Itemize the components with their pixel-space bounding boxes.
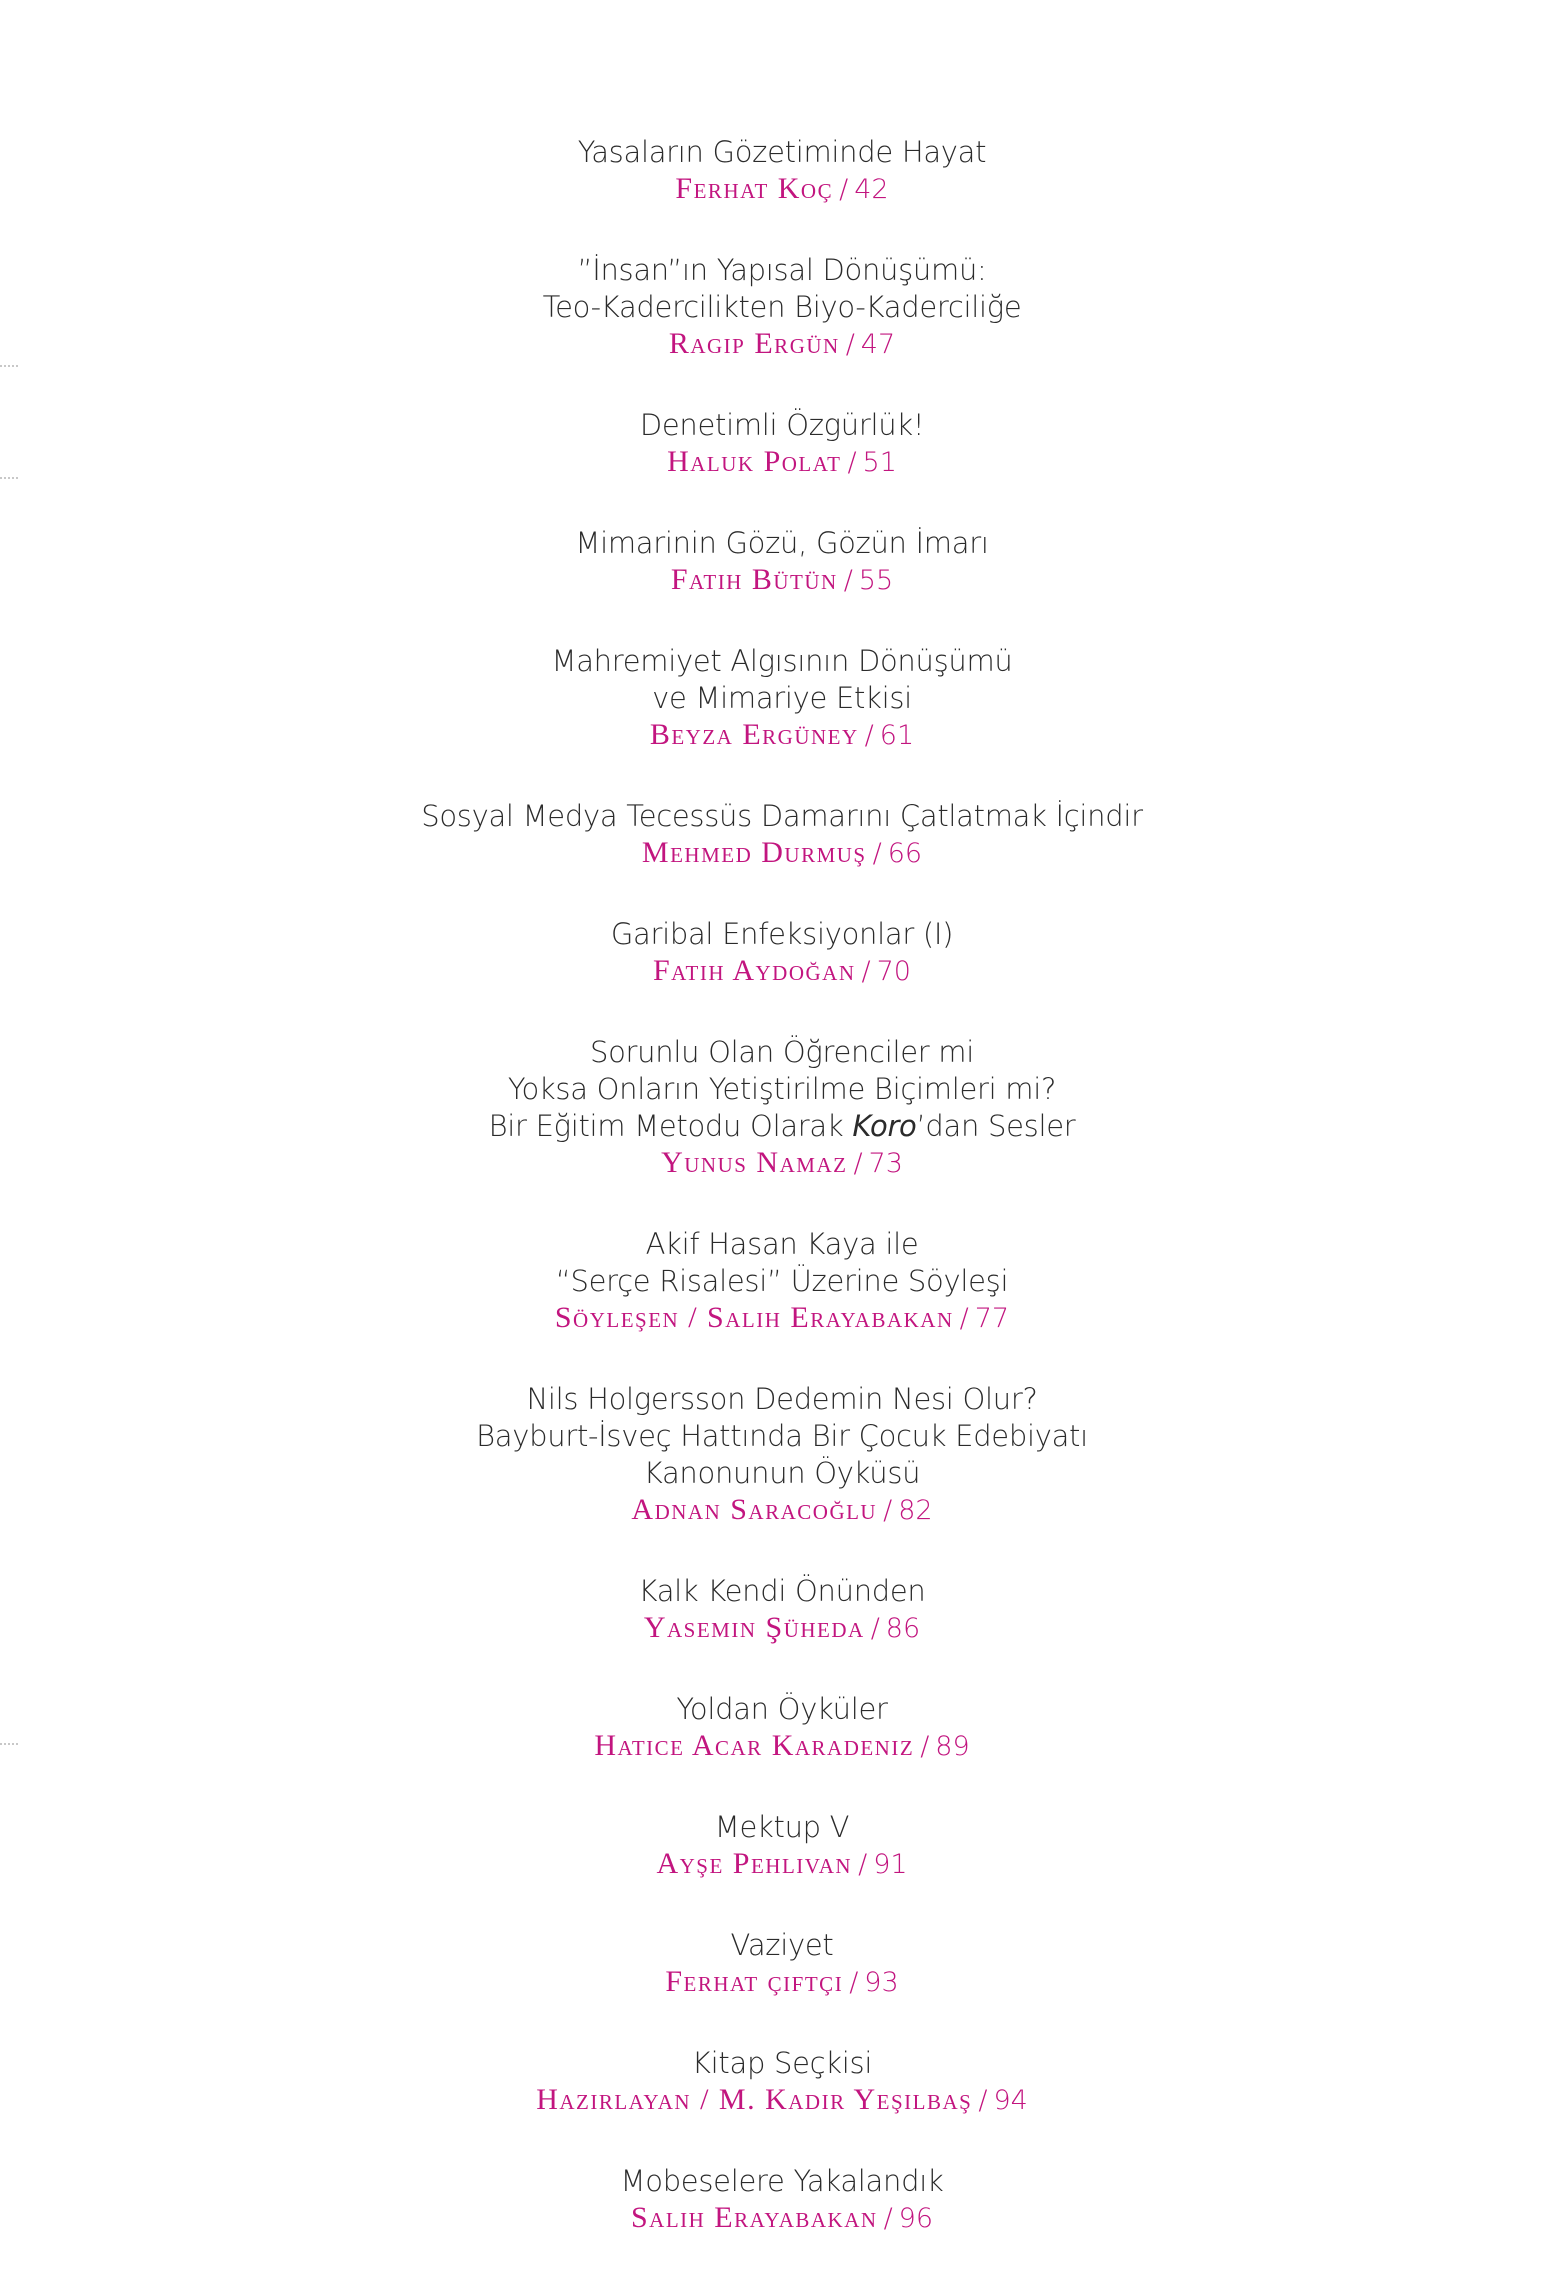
page-separator: / <box>839 174 849 205</box>
entry-title: ve Mimariye Etkisi <box>652 681 912 715</box>
entry-byline <box>0 1964 1564 2005</box>
entry-title: Garibal Enfeksiyonlar (I) <box>610 917 954 951</box>
entry-author: Fatih Bütün <box>670 563 838 596</box>
list-item[interactable] <box>0 916 1564 994</box>
entry-author: Hazırlayan / M. Kadir Yeşilbaş <box>536 2083 973 2116</box>
page-number: 96 <box>898 2203 934 2234</box>
page-separator: / <box>847 447 857 478</box>
list-item[interactable] <box>0 1927 1564 2005</box>
entry-title: Teo-Kadercilikten Biyo-Kaderciliğe <box>542 290 1022 324</box>
list-item[interactable] <box>0 1381 1564 1533</box>
page-separator: / <box>959 1303 969 1334</box>
page-separator: / <box>858 1849 868 1880</box>
list-item[interactable] <box>0 134 1564 212</box>
page-separator: / <box>864 720 874 751</box>
page-separator: / <box>883 1495 893 1526</box>
entry-title: Vaziyet <box>730 1928 834 1962</box>
entry-title: Yoldan Öyküler <box>676 1692 888 1726</box>
entry-title: Denetimli Özgürlük! <box>639 408 925 442</box>
entry-title: ”İnsan”ın Yapısal Dönüşümü: <box>577 253 987 287</box>
list-item[interactable] <box>0 252 1564 367</box>
entry-title: Kalk Kendi Önünden <box>638 1574 926 1608</box>
page-number: 61 <box>879 720 915 751</box>
entry-byline <box>0 444 1564 485</box>
page-separator: / <box>843 565 853 596</box>
contents-list <box>0 134 1564 2281</box>
list-item[interactable] <box>0 1226 1564 1341</box>
entry-byline <box>0 1610 1564 1651</box>
entry-title: Akif Hasan Kaya ile <box>645 1227 919 1261</box>
entry-author: Ferhat Koç <box>675 172 834 205</box>
entry-byline <box>0 1492 1564 1533</box>
list-item[interactable] <box>0 643 1564 758</box>
entry-byline <box>0 1728 1564 1769</box>
entry-byline <box>0 835 1564 876</box>
entry-title: Mobeselere Yakalandık <box>620 2164 944 2198</box>
list-item[interactable] <box>0 407 1564 485</box>
entry-title: Mektup V <box>714 1810 850 1844</box>
entry-title: Yoksa Onların Yetiştirilme Biçimleri mi? <box>507 1072 1057 1106</box>
page-separator: / <box>861 956 871 987</box>
page-number: 91 <box>873 1849 908 1880</box>
entry-title: Kanonunun Öyküsü <box>643 1456 921 1490</box>
page-separator: / <box>920 1731 930 1762</box>
entry-author: Ayşe Pehlivan <box>656 1847 853 1880</box>
page-number: 89 <box>935 1731 970 1762</box>
title-text: Bir Eğitim Metodu Olarak <box>488 1109 853 1143</box>
entry-byline <box>0 1846 1564 1887</box>
page-number: 86 <box>885 1613 921 1644</box>
page-number: 55 <box>858 565 894 596</box>
entry-author: Söyleşen / Salih Erayabakan <box>554 1301 954 1334</box>
entry-author: Haluk Polat <box>667 445 842 478</box>
page-separator: / <box>872 838 882 869</box>
entry-title: Bayburt-İsveç Hattında Bir Çocuk Edebiyatı <box>476 1419 1088 1453</box>
page-separator: / <box>870 1613 880 1644</box>
list-item[interactable] <box>0 2163 1564 2241</box>
page-number: 73 <box>868 1148 903 1179</box>
entry-author: Beyza Ergüney <box>649 718 859 751</box>
entry-byline <box>0 953 1564 994</box>
page-number: 70 <box>876 956 911 987</box>
entry-byline <box>0 2200 1564 2241</box>
list-item[interactable] <box>0 1691 1564 1769</box>
entry-author: Fatih Aydoğan <box>653 954 856 987</box>
entry-author: Salih Erayabakan <box>630 2201 878 2234</box>
entry-title: Mahremiyet Algısının Dönüşümü <box>551 644 1013 678</box>
list-item[interactable] <box>0 1573 1564 1651</box>
page-number: 77 <box>974 1303 1010 1334</box>
entry-byline <box>0 717 1564 758</box>
page-number: 42 <box>854 174 889 205</box>
entry-title: Yasaların Gözetiminde Hayat <box>577 135 987 169</box>
entry-author: Yunus Namaz <box>661 1146 848 1179</box>
page-number: 51 <box>862 447 897 478</box>
title-italic-text: Koro <box>852 1109 917 1143</box>
entry-title: Sorunlu Olan Öğrenciler mi <box>589 1035 975 1069</box>
entry-byline <box>0 171 1564 212</box>
entry-byline <box>0 562 1564 603</box>
list-item[interactable] <box>0 1809 1564 1887</box>
page-separator: / <box>978 2085 988 2116</box>
entry-title: Kitap Seçkisi <box>691 2046 873 2080</box>
entry-author: Adnan Saracoğlu <box>631 1493 878 1526</box>
page-separator: / <box>853 1148 863 1179</box>
list-item[interactable] <box>0 798 1564 876</box>
entry-byline <box>0 1300 1564 1341</box>
entry-byline <box>0 326 1564 367</box>
title-text: ’dan Sesler <box>916 1109 1076 1143</box>
list-item[interactable] <box>0 1034 1564 1186</box>
list-item[interactable] <box>0 525 1564 603</box>
entry-title: “Serçe Risalesi” Üzerine Söyleşi <box>555 1264 1009 1298</box>
entry-title: Sosyal Medya Tecessüs Damarını Çatlatmak İçindir <box>421 799 1143 833</box>
page-number: 66 <box>887 838 923 869</box>
page-number: 94 <box>993 2085 1028 2116</box>
entry-byline <box>0 1145 1564 1186</box>
page-separator: / <box>883 2203 893 2234</box>
page-separator: / <box>849 1967 859 1998</box>
entry-title <box>0 1108 1564 1145</box>
entry-author: Hatice Acar Karadeniz <box>594 1729 915 1762</box>
page-separator: / <box>845 329 855 360</box>
entry-author: Yasemin Şüheda <box>643 1611 865 1644</box>
entry-title: Mimarinin Gözü, Gözün İmarı <box>575 526 989 560</box>
page-number: 93 <box>864 1967 899 1998</box>
entry-byline <box>0 2082 1564 2123</box>
page-number: 47 <box>860 329 896 360</box>
entry-author: Ferhat çiftçi <box>665 1965 844 1998</box>
page-number: 82 <box>898 1495 933 1526</box>
entry-author: Ragıp Ergün <box>668 327 840 360</box>
entry-author: Mehmed Durmuş <box>641 836 867 869</box>
list-item[interactable] <box>0 2045 1564 2123</box>
entry-title: Nils Holgersson Dedemin Nesi Olur? <box>526 1382 1038 1416</box>
